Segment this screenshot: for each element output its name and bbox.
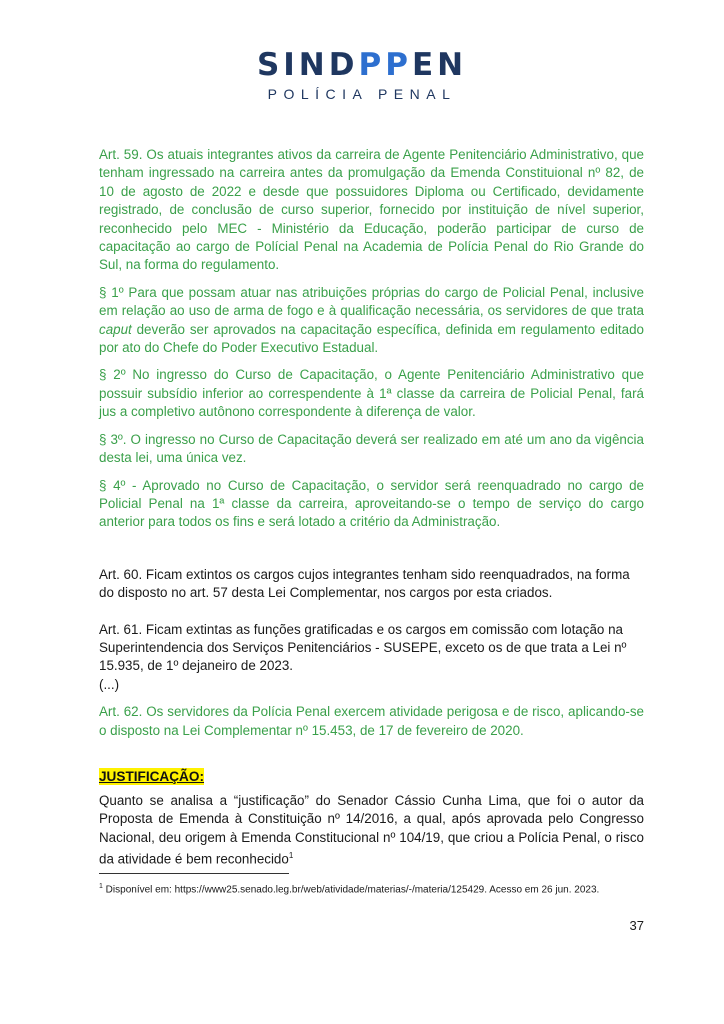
logo-part-en: EN	[411, 47, 468, 83]
article-60: Art. 60. Ficam extintos os cargos cujos integrantes tenham sido reenquadrados, na forma do disposto no art. 57 desta Lei Complementar, nos cargos por esta criados.	[99, 566, 630, 601]
justification-heading-wrap	[99, 768, 644, 786]
ellipsis: (...)	[99, 676, 120, 692]
justification-text	[99, 792, 644, 869]
document-body	[99, 146, 644, 869]
article-61: Art. 61. Ficam extintas as funções gratificadas e os cargos em comissão com lotação na Superintendencia dos Serviços Penitenciários - SUSEPE, exceto os de que trata a Lei nº 15.935, de 1º dejaneiro de 2023.	[99, 621, 627, 674]
paragraph-1-caput: caput	[99, 321, 132, 337]
article-62: Art. 62. Os servidores da Polícia Penal exercem atividade perigosa e de risco, aplicando-se o disposto na Lei Complementar nº 15.453, de 17 de fevereiro de 2020.	[99, 704, 644, 738]
paragraph-2: § 2º No ingresso do Curso de Capacitação, o Agente Penitenciário Administrativo que possuir subsídio inferior ao correspendente à 1ª classe da carreira de Policial Penal, fará jus a completivo autônono correspondente à diferença de valor.	[99, 367, 644, 420]
paragraph-1-text-b: deverão ser aprovados na capacitação específica, definida em regulamento editado por ato do Chefe do Poder Executivo Estadual.	[99, 321, 644, 356]
paragraph-4: § 4º - Aprovado no Curso de Capacitação, o servidor será reenquadrado no cargo de Policial Penal na 1ª classe da carreira, aproveitando-se o tempo de serviço do cargo anterior para todos os fins e será lotado a critério da Administração.	[99, 477, 644, 530]
article-59: Art. 59. Os atuais integrantes ativos da carreira de Agente Penitenciário Administrativo, que tenham ingressado na carreira antes da promulgação da Emenda Constituional nº 82, de 10 de agosto de 2022 e desde que possuidores Diploma ou Certificado, devidamente registrado, de conclusão de curso superior, fornecido por instituição de nível superior, reconhecido pelo MEC - Ministério da Educação, poderão participar de curso de capacitação ao cargo de Polícial Penal na Academia de Polícia Penal do Rio Grande do Sul, na forma do regulamento.	[99, 147, 644, 273]
logo-part-sind: SIND	[256, 47, 359, 83]
page-number: 37	[629, 918, 644, 933]
footnote	[99, 880, 644, 897]
paragraph-1-text-a: § 1º Para que possam atuar nas atribuições próprias do cargo de Policial Penal, inclusive em relação ao uso de arma de fogo e à qualificação necessária, os servidores de que trata	[99, 284, 644, 319]
footnote-text: Disponível em: https://www25.senado.leg.br/web/atividade/materias/-/materia/125429. Acesso em 26 jun. 2023.	[102, 884, 600, 896]
logo-part-pp: PP	[358, 47, 412, 83]
logo-subtitle: POLÍCIA PENAL	[267, 86, 457, 102]
justification-heading: JUSTIFICAÇÃO:	[99, 768, 204, 784]
sindppen-logo	[0, 48, 724, 102]
paragraph-1	[99, 284, 644, 358]
logo-wordmark	[0, 48, 724, 82]
footnote-reference[interactable]: 1	[288, 851, 294, 861]
paragraph-3: § 3º. O ingresso no Curso de Capacitação deverá ser realizado em até um ano da vigência desta lei, uma única vez.	[99, 431, 644, 466]
justification-body: Quanto se analisa a “justificação” do Senador Cássio Cunha Lima, que foi o autor da Proposta de Emenda à Constituição nº 14/2016, a qual, após aprovada pelo Congresso Nacional, deu origem à Emenda Constitucional nº 104/19, que criou a Polícia Penal, o risco da atividade é bem reconhecido	[99, 792, 644, 867]
footnote-marker: 1	[99, 883, 103, 890]
footnote-divider	[99, 873, 289, 874]
